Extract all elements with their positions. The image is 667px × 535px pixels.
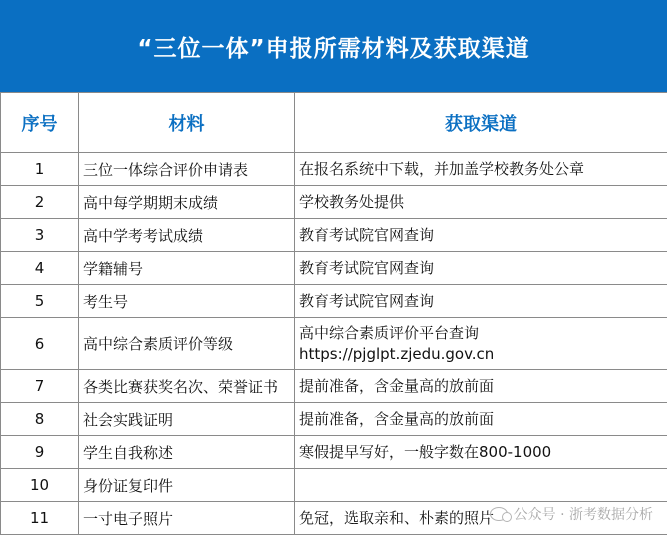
row-source (295, 502, 667, 535)
table-header-row (1, 93, 667, 153)
source-line: 在报名系统中下载，并加盖学校教务处公章 (299, 159, 663, 180)
row-source (295, 370, 667, 403)
table-row (1, 186, 667, 219)
row-source (295, 318, 667, 370)
source-line: 高中综合素质评价平台查询 (299, 323, 663, 344)
table-row (1, 285, 667, 318)
table-row (1, 153, 667, 186)
row-material: 高中综合素质评价等级 (79, 318, 295, 370)
row-number: 7 (1, 370, 79, 403)
row-source (295, 436, 667, 469)
source-line: 提前准备，含金量高的放前面 (299, 376, 663, 397)
source-line: 寒假提早写好，一般字数在800-1000 (299, 442, 663, 463)
source-line: 学校教务处提供 (299, 192, 663, 213)
row-material: 学籍辅号 (79, 252, 295, 285)
row-number: 5 (1, 285, 79, 318)
row-number: 6 (1, 318, 79, 370)
table-row (1, 436, 667, 469)
table-row (1, 252, 667, 285)
source-line: https://pjglpt.zjedu.gov.cn (299, 344, 663, 365)
source-line: 免冠，选取亲和、朴素的照片 (299, 508, 663, 529)
row-number: 11 (1, 502, 79, 535)
source-line: 教育考试院官网查询 (299, 291, 663, 312)
page-title: “三位一体”申报所需材料及获取渠道 (0, 0, 667, 92)
row-material: 社会实践证明 (79, 403, 295, 436)
header-source: 获取渠道 (295, 93, 667, 153)
row-number: 8 (1, 403, 79, 436)
row-number: 9 (1, 436, 79, 469)
table-row (1, 469, 667, 502)
table-row (1, 219, 667, 252)
row-material: 高中每学期期末成绩 (79, 186, 295, 219)
row-number: 3 (1, 219, 79, 252)
row-number: 10 (1, 469, 79, 502)
row-material: 高中学考考试成绩 (79, 219, 295, 252)
table-row (1, 403, 667, 436)
row-material: 身份证复印件 (79, 469, 295, 502)
row-material: 三位一体综合评价申请表 (79, 153, 295, 186)
source-line: 教育考试院官网查询 (299, 258, 663, 279)
row-material: 各类比赛获奖名次、荣誉证书 (79, 370, 295, 403)
row-source (295, 153, 667, 186)
header-number: 序号 (1, 93, 79, 153)
row-number: 2 (1, 186, 79, 219)
row-source (295, 219, 667, 252)
row-material: 考生号 (79, 285, 295, 318)
row-source (295, 285, 667, 318)
source-line: 教育考试院官网查询 (299, 225, 663, 246)
row-material: 学生自我称述 (79, 436, 295, 469)
header-material: 材料 (79, 93, 295, 153)
table-row (1, 318, 667, 370)
row-source (295, 403, 667, 436)
row-number: 4 (1, 252, 79, 285)
source-line: 提前准备，含金量高的放前面 (299, 409, 663, 430)
row-number: 1 (1, 153, 79, 186)
row-source (295, 252, 667, 285)
watermark-text: 公众号 · 浙考数据分析 (514, 504, 653, 524)
table-row (1, 502, 667, 535)
table-row (1, 370, 667, 403)
row-material: 一寸电子照片 (79, 502, 295, 535)
materials-table (0, 92, 667, 535)
row-source (295, 186, 667, 219)
row-source (295, 469, 667, 502)
